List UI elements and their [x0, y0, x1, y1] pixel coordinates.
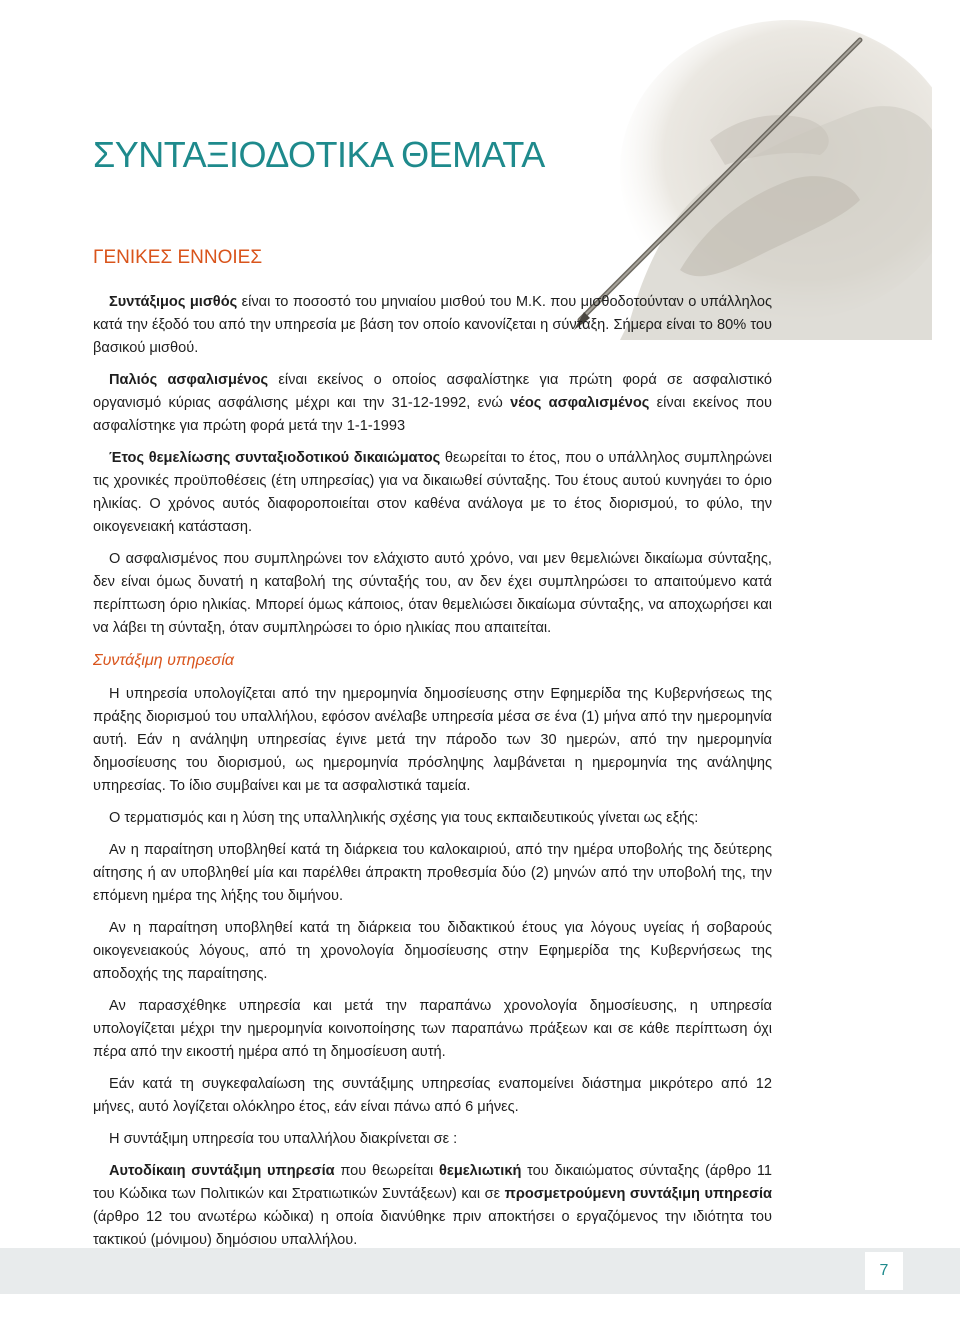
chapter-title: ΣΥΝΤΑΞΙΟΔΟΤΙΚΑ ΘΕΜΑΤΑ	[93, 134, 545, 175]
paragraph-school-year-resignation: Αν η παραίτηση υποβληθεί κατά τη διάρκεια του διδακτικού έτους για λόγους υγείας ή σοβαρούς οικογενειακούς λόγους, από τη χρονολογία δημοσίευσης στην Εφημερίδα της Κυβερνήσεως της αποδοχής της παραίτησης.	[93, 920, 772, 982]
definition-text: θεωρείται το έτος, που ο υπάλληλος συμπληρώνει τις χρονικές προϋποθέσεις (έτη υπηρεσίας) για να δικαιωθεί σύνταξης. Του έτους αυτού κυνηγάει το όριο ηλικίας. Ο χρόνος αυτός διαφοροποιείται στον καθένα ανάλογα με το έτος διορισμού, το φύλο, την οικογενειακή κατάσταση.	[93, 450, 772, 535]
term-old-insured: Παλιός ασφαλισμένος	[109, 372, 269, 388]
definition-text: του δικαιώματος σύνταξης (άρθρο 11 του Κώδικα των Πολιτικών και Στρατιωτικών Συντάξεων) και σε	[93, 1163, 772, 1202]
term-counted-service: προσμετρούμενη συντάξιμη υπηρεσία	[504, 1186, 772, 1202]
term-pensionable-salary: Συντάξιμος μισθός	[109, 294, 238, 310]
paragraph-service-types-intro: Η συντάξιμη υπηρεσία του υπαλλήλου διακρίνεται σε :	[109, 1131, 458, 1147]
paragraph-termination-intro: Ο τερματισμός και η λύση της υπαλληλικής σχέσης για τους εκπαιδευτικούς γίνεται ως εξής:	[109, 810, 699, 826]
definition-text: (άρθρο 12 του ανωτέρω κώδικα) η οποία διανύθηκε πριν αποκτήσει ο εργαζόμενος την ιδιότητα του τακτικού (μόνιμου) δημόσιου υπαλλήλου.	[93, 1209, 772, 1248]
definition-text: είναι το ποσοστό του μηνιαίου μισθού του Μ.Κ. που μισθοδοτούνταν ο υπάλληλος κατά την έξοδό του από την υπηρεσία με βάση τον οποίο κανονίζεται η σύνταξη. Σήμερα είναι το 80% του βασικού μισθού.	[93, 294, 772, 356]
paragraph-pensionable-salary	[93, 291, 772, 360]
body-text	[93, 291, 772, 1261]
term-foundation-year: Έτος θεμελίωσης συνταξιοδοτικού δικαιώματος	[109, 450, 441, 466]
section-heading: ΓΕΝΙΚΕΣ ΕΝΝΟΙΕΣ	[93, 247, 263, 268]
paragraph-summer-resignation: Αν η παραίτηση υποβληθεί κατά τη διάρκεια του καλοκαιριού, από την ημέρα υποβολής της δεύτερης αίτησης ή αν υποβληθεί μία και παρέλθει άπρακτη προθεσμία δύο (2) μηνών από την υποβολή της, την επόμενη ημέρα της λήξης του διμήνου.	[93, 842, 772, 904]
paragraph-rounding: Εάν κατά τη συγκεφαλαίωση της συντάξιμης υπηρεσίας εναπομείνει διάστημα μικρότερο από 12 μήνες, αυτό λογίζεται ολόκληρο έτος, εάν είναι πάνω από 6 μήνες.	[93, 1076, 772, 1115]
term-automatic-service: Αυτοδίκαιη συντάξιμη υπηρεσία	[109, 1163, 335, 1179]
paragraph-service-calculation: Η υπηρεσία υπολογίζεται από την ημερομηνία δημοσίευσης στην Εφημερίδα της Κυβερνήσεως της πράξης διορισμού του υπαλλήλου, εφόσον ανέλαβε υπηρεσία μέσα σε ένα (1) μήνα από την ημερομηνία αυτή. Εάν η ανάληψη υπηρεσίας έγινε μετά την πάροδο των 30 ημερών, από την ημερομηνία δημοσίευσης του διορισμού, ως ημερομηνία πρόσληψης λαμβάνεται η ημερομηνία της ανάληψης υπηρεσίας. Το ίδιο συμβαίνει και με τα ασφαλιστικά ταμεία.	[93, 686, 772, 794]
term-foundational: θεμελιωτική	[439, 1163, 522, 1179]
subheading-pensionable-service: Συντάξιμη υπηρεσία	[93, 652, 234, 669]
definition-text: είναι εκείνος ο οποίος ασφαλίστηκε για πρώτη φορά σε ασφαλιστικό οργανισμό κύριας ασφάλισης μέχρι και την 31-12-1992, ενώ	[93, 372, 772, 411]
paragraph-old-insured	[93, 369, 772, 438]
term-new-insured: νέος ασφαλισμένος	[510, 395, 650, 411]
paragraph-foundation-year	[93, 447, 772, 539]
paragraph-service-after-publication: Αν παρασχέθηκε υπηρεσία και μετά την παραπάνω χρονολογία δημοσίευσης, η υπηρεσία υπολογίζεται μέχρι την ημερομηνία κοινοποίησης των παραπάνω πράξεων και σε κάθε περίπτωση όχι πέρα από την εικοστή ημέρα από τη δημοσίευση αυτή.	[93, 998, 772, 1060]
footer-band	[0, 1248, 960, 1294]
page-number	[865, 1252, 903, 1290]
paragraph-service-types	[93, 1160, 772, 1252]
definition-text: που θεωρείται	[334, 1163, 440, 1179]
definition-text: είναι εκείνος που ασφαλίστηκε για πρώτη φορά μετά την 1-1-1993	[93, 395, 772, 434]
page-number-text: 7	[879, 1262, 889, 1279]
paragraph-minimum-service: Ο ασφαλισμένος που συμπληρώνει τον ελάχιστο αυτό χρόνο, ναι μεν θεμελιώνει δικαίωμα σύνταξης, δεν είναι όμως δυνατή η καταβολή της σύνταξής του, αν δεν έχει συμπληρώσει το απαιτούμενο κατά περίπτωση όριο ηλικίας. Μπορεί όμως κάποιος, όταν θεμελιώσει δικαίωμα σύνταξης, να αποχωρήσει και να λάβει τη σύνταξη, όταν συμπληρώσει το όριο ηλικίας που απαιτείται.	[93, 551, 772, 636]
